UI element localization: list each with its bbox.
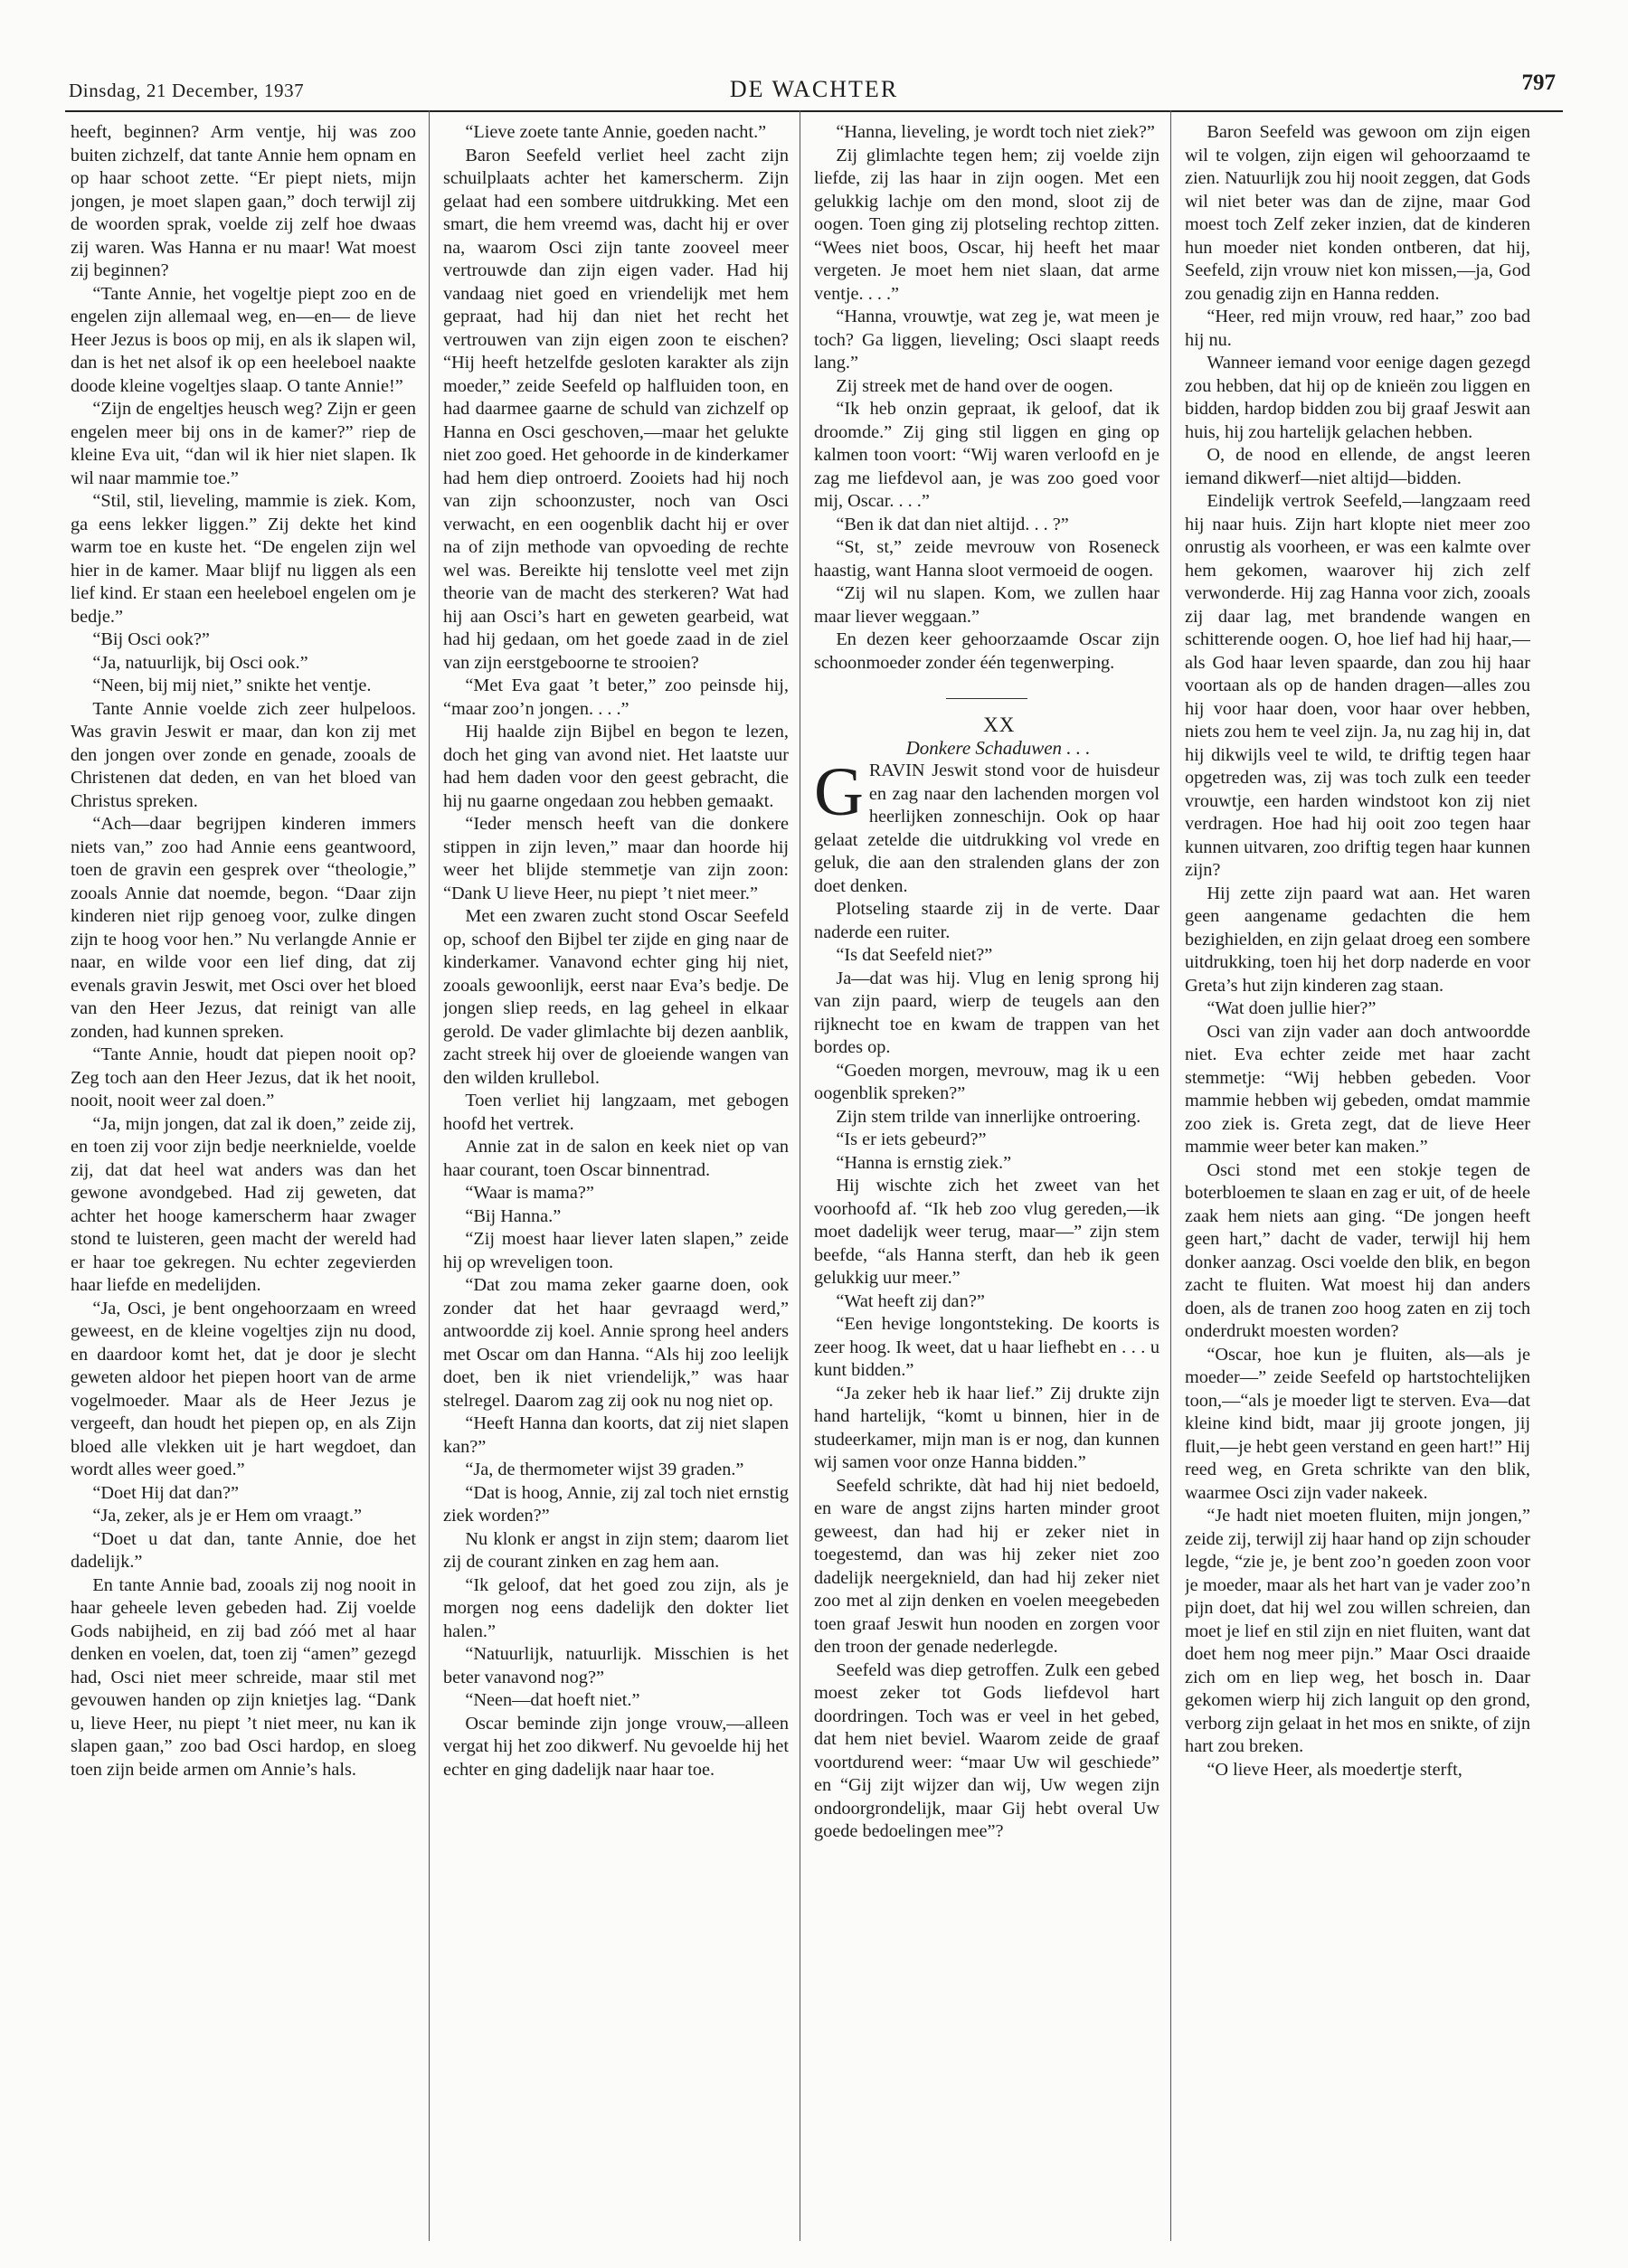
paragraph-text: “O lieve Heer, als moedertje sterft, (1207, 1759, 1462, 1780)
paragraph-text: “Waar is mama?” (465, 1183, 594, 1203)
page-number: 797 (1521, 71, 1556, 95)
drop-cap: G (814, 754, 864, 830)
paragraph-text: En dezen keer gehoorzaamde Oscar zijn schoonmoeder zonder één tegenwerping. (814, 629, 1159, 673)
paragraph-text: “Ja, zeker, als je er Hem om vraagt.” (92, 1506, 362, 1526)
paragraph-text: Oscar beminde zijn jonge vrouw,—alleen vergat hij het zoo dikwerf. Nu gevoelde hij het echter en ging dadelijk naar haar toe. (443, 1713, 789, 1780)
paragraph-text: “Heeft Hanna dan koorts, dat zij niet slapen kan?” (443, 1413, 789, 1457)
paragraph (814, 375, 1159, 399)
column-3-upper-text (814, 121, 1159, 675)
paragraph (814, 145, 1159, 307)
paragraph (443, 121, 789, 145)
text-column-1 (71, 121, 416, 2241)
paragraph (814, 628, 1159, 675)
paragraph-text: “Wat heeft zij dan?” (836, 1290, 985, 1311)
paragraph (1185, 121, 1530, 306)
paragraph-text: “Hanna is ernstig ziek.” (836, 1152, 1012, 1173)
paragraph-text: RAVIN Jeswit stond voor de huisdeur en zag naar den lachenden morgen vol heerlijken zonneschijn. Ook op haar gelaat zetelde die uitdrukking vol vrede en geluk, die aan den stralenden glans der zon doet denken. (814, 761, 1159, 896)
paragraph (71, 1528, 416, 1574)
paragraph (71, 398, 416, 490)
paragraph (443, 1182, 789, 1205)
paragraph-text: “Is er iets gebeurd?” (836, 1129, 987, 1149)
paragraph-text: “Ja zeker heb ik haar lief.” Zij drukte zijn hand hartelijk, “komt u binnen, hier in de studeerkamer, mijn man is er nog, dan kunnen wij samen voor onze Hanna bidden.” (814, 1383, 1159, 1472)
paragraph (1185, 1021, 1530, 1159)
paragraph-text: “Ja, Osci, je bent ongehoorzaam en wreed geweest, en de kleine vogeltjes zijn nu dood, en daardoor komt het, dat je door je slecht geweten aldoor het piepen hoort van de arme vogelmoeder. Maar als de Heer Jezus je vergeeft, dan houdt het piepen op, en als Zijn bloed alle vlekken uit je hart wegdoet, dan wordt alles weer goed.” (71, 1298, 416, 1479)
paragraph (814, 398, 1159, 514)
paragraph-text: “Bij Osci ook?” (92, 629, 210, 649)
paragraph-text: “Is dat Seefeld niet?” (836, 945, 993, 965)
paragraph (71, 1482, 416, 1506)
paragraph-text: “Hanna, vrouwtje, wat zeg je, wat meen je toch? Ga liggen, lieveling; Osci slaapt reeds lang.” (814, 307, 1159, 373)
paragraph-text: “Dat is hoog, Annie, zij zal toch niet ernstig ziek worden?” (443, 1482, 789, 1526)
paragraph (71, 121, 416, 283)
paragraph (443, 721, 789, 813)
paragraph (71, 1574, 416, 1782)
column-rule (1170, 110, 1171, 2241)
paragraph (443, 1136, 789, 1182)
paragraph (443, 1274, 789, 1413)
paragraph-text: “Zij wil nu slapen. Kom, we zullen haar maar liever weggaan.” (814, 583, 1159, 627)
paragraph (814, 1475, 1159, 1659)
paragraph-text: Zij glimlachte tegen hem; zij voelde zijn liefde, zij las haar in zijn oogen. Met een gelukkig lachje om den mond, sloot zij de oogen. Toen ging zij plotseling rechtop zitten. “Wees niet boos, Oscar, hij heeft het maar vergeten. Je moet hem niet slaan, dat arme ventje. . . .” (814, 145, 1159, 304)
paragraph-text: Wanneer iemand voor eenige dagen gezegd zou hebben, dat hij op de knieën zou liggen en bidden, hardop bidden zou bij graaf Jeswit aan huis, hij zou hartelijk gelachen hebben. (1185, 353, 1530, 442)
paragraph-text: Met een zwaren zucht stond Oscar Seefeld op, schoof den Bijbel ter zijde en ging naar de kinderkamer. Vanavond echter ging hij niet, zooals gewoonlijk, eerst naar Eva’s bedje. De jongen sliep reeds, en lag geheel in elkaar gerold. De vader glimlachte bij dezen aanblik, zacht streek hij over de gloeiende wangen van den wilden krullebol. (443, 906, 789, 1088)
paragraph-text: Toen verliet hij langzaam, met gebogen hoofd het vertrek. (443, 1091, 789, 1134)
paragraph (71, 675, 416, 698)
paragraph-text: “Ja, de thermometer wijst 39 graden.” (465, 1460, 744, 1479)
paragraph (814, 1175, 1159, 1290)
paragraph-text: “Ieder mensch heeft van die donkere stippen in zijn leven,” maar dan hoorde hij weer het blijde stemmetje van zijn zoon: “Dank U lieve Heer, nu piept ’t niet meer.” (443, 814, 789, 903)
paragraph (443, 905, 789, 1090)
paragraph (443, 1574, 789, 1644)
paragraph-text: Hij zette zijn paard wat aan. Het waren geen aangename gedachten die hem bezighielden, en zijn gelaat droeg een sombere uitdrukking, toen hij het dorp naderde en voor Greta’s hut zijn kinderen zag staan. (1185, 883, 1530, 996)
chapter-title: Donkere Schaduwen . . . (905, 736, 1091, 759)
paragraph (814, 968, 1159, 1060)
paragraph (71, 1113, 416, 1298)
paragraph (443, 813, 789, 905)
column-3-chapter-text (814, 754, 1159, 1844)
paragraph-text: Baron Seefeld verliet heel zacht zijn schuilplaats achter het kamerscherm. Zijn gelaat had een sombere uitdrukking. Met een smart, die hem vreemd was, dacht hij er over na, waarom Osci zijn tante zooveel meer vertrouwde dan zijn eigen vader. Had hij vandaag niet goed en vriendelijk met hem gepraat, had hij dan niet het recht het vertrouwen van zijn eigen zoon te eischen? “Hij heeft hetzelfde gesloten karakter als zijn moeder,” zeide Seefeld op halfluiden toon, en had daarmee gaarne de schuld van zichzelf op Hanna en Osci geschoven,—maar het gelukte niet zoo goed. Het gehoorde in de kinderkamer had hem diep ontroerd. Zooiets had hij noch van zijn schoonzuster, noch van Osci verwacht, en een oogenblik dacht hij er over na of zijn methode van opvoeding de rechte wel was. Bereikte hij tenslotte veel met zijn theorie van de macht des sterkeren? Wat had hij aan Osci’s hart en geweten gearbeid, wat had hij gedaan, om het goede zaad in de ziel van zijn eerstgeboorne te strooien? (443, 145, 789, 673)
paragraph-text: Ja—dat was hij. Vlug en lenig sprong hij van zijn paard, wierp de teugels aan den rijknecht toe en kwam de trappen van het bordes op. (814, 968, 1159, 1057)
paragraph-text: “Ja, natuurlijk, bij Osci ook.” (92, 652, 308, 673)
paragraph-text: Zij streek met de hand over de oogen. (836, 375, 1113, 396)
paragraph-text: “Goeden morgen, mevrouw, mag ik u een oogenblik spreken?” (814, 1060, 1159, 1103)
paragraph-text: “Ben ik dat dan niet altijd. . . ?” (836, 514, 1069, 534)
paragraph-text: Osci stond met een stokje tegen de boterbloemen te slaan en zag er uit, of de heele zaak hem niets aan ging. “De jongen heeft geen hart,” dacht de vader, terwijl hij hem donker aanzag. Osci voelde den blik, en begon zacht te fluiten. Wat moest hij dan anders doen, als de tranen zoo hoog zaten en zij toch onderdrukt moesten worden? (1185, 1159, 1530, 1341)
publication-title: DE WACHTER (729, 76, 899, 102)
issue-date: Dinsdag, 21 December, 1937 (69, 80, 305, 101)
paragraph-text: “Bij Hanna.” (465, 1205, 562, 1226)
paragraph-text: “Stil, stil, lieveling, mammie is ziek. Kom, ga eens lekker liggen.” Zij dekte het kind warm toe en kuste het. “De engelen zijn wel hier in de kamer. Maar blijf nu liggen als een lief kind. Er staan een heeleboel engelen om je bedje.” (71, 491, 416, 627)
paragraph-text: “Je hadt niet moeten fluiten, mijn jongen,” zeide zij, terwijl zij haar hand op zijn schouder legde, “zie je, je bent zoo’n goeden zoon voor je moeder, maar als het hart van je vader zoo’n pijn doet, dat hij wel zou willen schreien, dan moet je lief en stil zijn en niet fluiten, want dat doet hem nog meer pijn.” Maar Osci draaide zich om en liep weg, het bosch in. Daar gekomen wierp hij zich languit op den grond, verborg zijn gelaat in het mos en snikte, of zijn hart zou breken. (1185, 1506, 1530, 1756)
paragraph-text: Seefeld schrikte, dàt had hij niet bedoeld, en ware de angst zijns harten minder groot geweest, dan had hij er zeker niet in toegestemd, dan was hij zeker niet zoo dadelijk neergeknield, dan had hij zeker niet zoo met al zijn denken en voelen meegebeden toen graaf Jeswit hun nooden en zorgen voor den troon der genade nederlegde. (814, 1475, 1159, 1657)
paragraph (814, 582, 1159, 628)
text-column-3 (814, 121, 1159, 2241)
paragraph (1185, 444, 1530, 490)
paragraph (443, 1090, 789, 1136)
paragraph (443, 1643, 789, 1689)
paragraph-text: “Hanna, lieveling, je wordt toch niet ziek?” (836, 122, 1155, 142)
paragraph-text: “Met Eva gaat ’t beter,” zoo peinsde hij, “maar zoo’n jongen. . . .” (443, 676, 789, 719)
paragraph-text: heeft, beginnen? Arm ventje, hij was zoo buiten zichzelf, dat tante Annie hem opnam en op haar schoot zette. “Er piept niets, mijn jongen, je moet slapen gaan,” doch terwijl zij de woorden sprak, voelde zij zelf hoe dwaas zij waren. Was Hanna er nu maar! Wat moest zij beginnen? (71, 122, 416, 280)
paragraph (71, 1505, 416, 1528)
masthead (65, 71, 1563, 112)
paragraph (814, 1313, 1159, 1383)
paragraph (71, 652, 416, 676)
paragraph-text: Annie zat in de salon en keek niet op van haar courant, toen Oscar binnentrad. (443, 1137, 789, 1180)
paragraph (1185, 1344, 1530, 1506)
paragraph-text: Seefeld was diep getroffen. Zulk een gebed moest zeker tot Gods liefdevol hart doordringen. Toch was er veel in het gebed, dat hem niet beviel. Waarom zeide de graaf voortdurend weer: “maar Uw wil geschiede” en “Gij zijt wijzer dan wij, Uw wegen zijn ondoorgrondelijk, maar Gij hebt overal Uw goede bedoelingen mee”? (814, 1659, 1159, 1841)
paragraph-text: Eindelijk vertrok Seefeld,—langzaam reed hij naar huis. Zijn hart klopte niet meer zoo onrustig als voorheen, er was een kalmte over hem gekomen, waarover hij zich zelf verwonderde. Hij zag Hanna voor zich, zooals zij daar lag, met brandende wangen en schitterende oogen. O, hoe lief had hij haar,—als God haar leven spaarde, dan zou hij haar voortaan als op de handen dragen—alles zou hij voor haar doen, voor haar over hebben, niets zou hem te veel zijn. Ja, nu zag hij in, dat hij dikwijls veel te wild, te driftig tegen haar opgetreden was, zij was toch zulk een teeder vrouwtje, een harden windstoot kon zij niet verdragen. Hoe had hij ooit zoo tegen haar kunnen uitvaren, zoo driftig tegen haar kunnen zijn? (1185, 491, 1530, 880)
paragraph-text: “St, st,” zeide mevrouw von Roseneck haastig, want Hanna sloot vermoeid de oogen. (814, 537, 1159, 581)
paragraph-text: “Ja, mijn jongen, dat zal ik doen,” zeide zij, en toen zij voor zijn bedje neerknielde, voelde zij, dat dat heel wat anders was dan het gewone avondgebed. Had zij geweten, dat achter het hooge kamerscherm haar zwager stond te luisteren, geen macht der wereld had er haar toe gekregen. Nu echter zegevierden haar liefde en medelijden. (71, 1113, 416, 1295)
paragraph (1185, 1505, 1530, 1759)
paragraph-text: Plotseling staarde zij in de verte. Daar naderde een ruiter. (814, 899, 1159, 942)
paragraph (71, 698, 416, 814)
paragraph (443, 1459, 789, 1482)
paragraph (814, 514, 1159, 537)
paragraph-text: “Heer, red mijn vrouw, red haar,” zoo bad hij nu. (1185, 307, 1530, 350)
paragraph-text: “Lieve zoete tante Annie, goeden nacht.” (465, 122, 767, 142)
paragraph (1185, 306, 1530, 352)
paragraph-text: “Neen, bij mij niet,” snikte het ventje. (92, 676, 372, 695)
paragraph (1185, 1159, 1530, 1344)
paragraph (814, 1152, 1159, 1176)
paragraph (443, 1528, 789, 1574)
paragraph (814, 121, 1159, 145)
paragraph-text: “Tante Annie, houdt dat piepen nooit op? Zeg toch aan den Heer Jezus, dat ik het nooit, nooit, nooit weer zal doen.” (71, 1044, 416, 1110)
paragraph-text: “Doet u dat dan, tante Annie, doe het dadelijk.” (71, 1528, 416, 1572)
paragraph-text: “Dat zou mama zeker gaarne doen, ook zonder dat het haar gevraagd werd,” antwoordde zij koel. Annie sprong heel anders met Oscar om dan Hanna. “Als hij zoo leelijk doet, ben ik niet vriendelijk,” was haar stelregel. Daarom zag zij ook nu nog niet op. (443, 1275, 789, 1411)
paragraph (814, 754, 1159, 898)
paragraph-text: “Oscar, hoe kun je fluiten, als—als je moeder—” zeide Seefeld op hartstochtelijken toon,—“als je moeder ligt te sterven. Eva—dat kleine kind bidt, maar jij groote jongen, jij fluit,—je hebt geen verstand en geen hart!” Hij reed weg, en Greta schrikte van den blik, waarmee Osci zijn vader nakeek. (1185, 1344, 1530, 1503)
paragraph (443, 1413, 789, 1459)
paragraph-text: “Ach—daar begrijpen kinderen immers niets van,” zoo had Annie eens geantwoord, toen de gravin een gesprek over “theologie,” zooals Annie dat noemde, begon. “Daar zijn kinderen niet rijp genoeg voor, zulke dingen zijn te hoog voor hen.” Nu verlangde Annie er naar, en wilde voor een lief ding, dat zij evenals gravin Jeswit, met Osci over het bloed van den Heer Jezus, dat reinigt van alle zonden, had kunnen spreken. (71, 814, 416, 1042)
paragraph (71, 1298, 416, 1482)
text-column-4 (1185, 121, 1530, 2241)
paragraph (1185, 883, 1530, 998)
paragraph-text: Baron Seefeld was gewoon om zijn eigen wil te volgen, zijn eigen wil gehoorzaamd te zien. Natuurlijk zou hij nooit zeggen, dat Gods wil niet beter was dan de zijne, maar God moest toch Zelf zeker inzien, dat de kinderen hun moeder niet konden ontberen, dat hij, Seefeld, zijn vrouw niet kon missen,—ja, God zou genadig zijn en Hanna redden. (1185, 122, 1530, 304)
paragraph (1185, 490, 1530, 883)
paragraph (1185, 997, 1530, 1021)
paragraph-text: “Ik heb onzin gepraat, ik geloof, dat ik droomde.” Zij ging stil liggen en ging op kalmen toon voort: “Wij waren verloofd en je zag me liefdevol aan, je was zoo goed voor mij, Oscar. . . .” (814, 399, 1159, 511)
paragraph-text: “Zijn de engeltjes heusch weg? Zijn er geen engelen meer bij ons in de kamer?” riep de kleine Eva uit, “dan wil ik hier niet slapen. Ik wil naar mammie toe.” (71, 399, 416, 488)
paragraph (814, 944, 1159, 968)
paragraph-text: Hij wischte zich het zweet van het voorhoofd af. “Ik heb zoo vlug gereden,—ik moet dadelijk weer terug, maar—” zijn stem beefde, “als Hanna sterft, dan heb ik geen gelukkig uur meer.” (814, 1176, 1159, 1288)
paragraph (814, 306, 1159, 375)
paragraph (814, 1129, 1159, 1152)
paragraph (71, 490, 416, 628)
paragraph-text: Tante Annie voelde zich zeer hulpeloos. Was gravin Jeswit er maar, dan kon zij met den jongen over zonde en genade, zooals de Christenen dat deden, en van het bloed van Christus spreken. (71, 698, 416, 811)
text-column-2 (443, 121, 789, 2241)
paragraph-text: En tante Annie bad, zooals zij nog nooit in haar geheele leven gebeden had. Zij voelde Gods nabijheid, en zij bad zóó met al haar denken en voelen, dat, toen zij “amen” gezegd had, Osci niet meer schreide, maar stil met gevouwen handen op zijn knietjes lag. “Dank u, lieve Heer, nu piept ’t niet meer, nu kan ik slapen gaan,” zoo bad Osci hardop, en sloeg toen zijn beide armen om Annie’s hals. (71, 1574, 416, 1780)
paragraph (814, 1290, 1159, 1314)
paragraph (443, 1205, 789, 1229)
column-rule (429, 110, 430, 2241)
paragraph-text: “Een hevige longontsteking. De koorts is zeer hoog. Ik weet, dat u haar liefhebt en . . . u kunt bidden.” (814, 1314, 1159, 1380)
paragraph-text: Osci van zijn vader aan doch antwoordde niet. Eva echter zeide met haar zacht stemmetje: “Wij hebben gebeden. Voor mammie hebben wij gebeden, omdat mammie zoo ziek is. Greta zegt, dat de lieve Heer mammie weer beter kan maken.” (1185, 1021, 1530, 1157)
paragraph (443, 145, 789, 676)
paragraph-text: Zijn stem trilde van innerlijke ontroering. (836, 1106, 1141, 1127)
paragraph (814, 898, 1159, 944)
paragraph (814, 1659, 1159, 1844)
paragraph (814, 536, 1159, 582)
paragraph (1185, 352, 1530, 444)
paragraph (443, 1689, 789, 1713)
section-divider (946, 698, 1027, 699)
paragraph (443, 1228, 789, 1274)
paragraph (814, 1383, 1159, 1475)
paragraph (1185, 1759, 1530, 1782)
paragraph-text: “Ik geloof, dat het goed zou zijn, als je morgen nog eens dadelijk den dokter liet halen.” (443, 1574, 789, 1641)
paragraph (443, 1482, 789, 1528)
paragraph (71, 1044, 416, 1113)
paragraph (814, 1060, 1159, 1106)
paragraph (443, 675, 789, 721)
paragraph-text: O, de nood en ellende, de angst leeren iemand dikwerf—niet altijd—bidden. (1185, 445, 1530, 488)
paragraph (443, 1713, 789, 1782)
chapter-number: XX (983, 713, 1016, 736)
paragraph (71, 813, 416, 1044)
paragraph-text: “Tante Annie, het vogeltje piept zoo en de engelen zijn allemaal weg, en—en— de lieve Heer Jezus is boos op mij, en als ik slapen wil, dan is het net alsof ik op een heeleboel naakte doode kleine vogeltjes slaap. O tante Annie!” (71, 283, 416, 396)
paragraph-text: “Zij moest haar liever laten slapen,” zeide hij op wreveligen toon. (443, 1229, 789, 1272)
paragraph (814, 1106, 1159, 1129)
paragraph (71, 628, 416, 652)
paragraph-text: “Neen—dat hoeft niet.” (465, 1690, 640, 1710)
paragraph-text: “Doet Hij dat dan?” (92, 1482, 239, 1503)
paragraph-text: Hij haalde zijn Bijbel en begon te lezen, doch het ging van avond niet. Het laatste uur had hem daden voor den geest gebracht, die hij nu gaarne ongedaan zou hebben gemaakt. (443, 722, 789, 811)
paragraph-text: “Natuurlijk, natuurlijk. Misschien is het beter vanavond nog?” (443, 1644, 789, 1687)
paragraph-text: Nu klonk er angst in zijn stem; daarom liet zij de courant zinken en zag hem aan. (443, 1528, 789, 1572)
paragraph (71, 283, 416, 399)
paragraph-text: “Wat doen jullie hier?” (1207, 998, 1377, 1018)
